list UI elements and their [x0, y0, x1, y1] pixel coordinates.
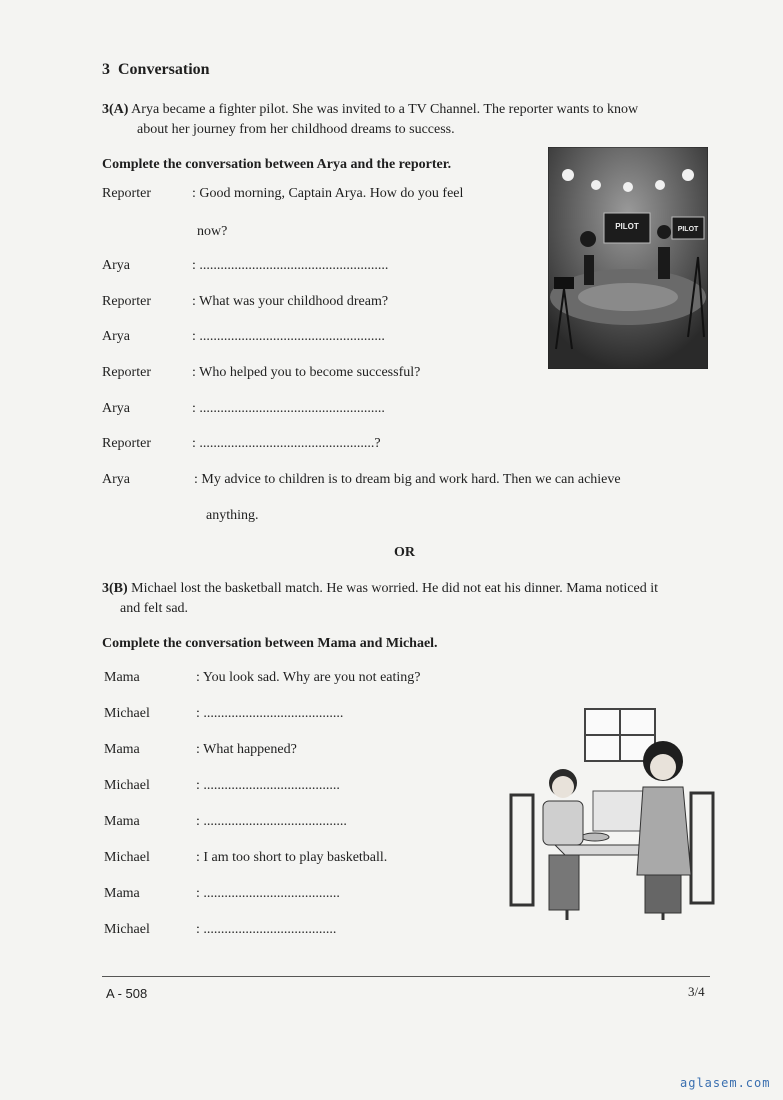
dialogue-speaker: Michael: [104, 706, 150, 721]
dialogue-line: : Who helped you to become successful?: [192, 365, 421, 380]
dialogue-speaker: Reporter: [102, 294, 151, 309]
or-separator: OR: [394, 545, 415, 560]
answer-blank[interactable]: : ..................................................?: [192, 436, 381, 451]
watermark[interactable]: aglasem.com: [680, 1076, 771, 1090]
part-a-instruction: Complete the conversation between Arya and the reporter.: [102, 157, 452, 172]
dialogue-line: : You look sad. Why are you not eating?: [196, 670, 421, 685]
answer-blank[interactable]: : ........................................: [196, 706, 344, 721]
dialogue-line: : I am too short to play basketball.: [196, 850, 388, 865]
dialogue-speaker: Reporter: [102, 436, 151, 451]
tv-studio-photo: [548, 147, 708, 369]
dialogue-speaker: Arya: [102, 472, 130, 487]
mama-michael-illustration: [505, 705, 720, 925]
dialogue-speaker: Arya: [102, 329, 130, 344]
dialogue-speaker: Arya: [102, 401, 130, 416]
dialogue-speaker: Michael: [104, 778, 150, 793]
dialogue-speaker: Mama: [104, 886, 140, 901]
dialogue-speaker: Arya: [102, 258, 130, 273]
answer-blank[interactable]: : .......................................: [196, 886, 340, 901]
dialogue-speaker: Reporter: [102, 365, 151, 380]
dialogue-speaker: Michael: [104, 850, 150, 865]
page-number: 3/4: [688, 984, 705, 999]
footer-rule: [102, 976, 710, 977]
dialogue-line-continued: anything.: [206, 508, 259, 523]
studio-light: [591, 180, 601, 190]
part-b-intro: [102, 579, 722, 619]
studio-light: [562, 169, 574, 181]
part-a-intro-line1: Arya became a fighter pilot. She was invited to a TV Channel. The reporter wants to know: [131, 102, 639, 117]
answer-blank[interactable]: : .....................................................: [192, 329, 385, 344]
dialogue-speaker: Mama: [104, 742, 140, 757]
michael-body: [543, 801, 583, 845]
part-b-intro-line1: Michael lost the basketball match. He was worried. He did not eat his dinner. Mama noticed it: [131, 581, 658, 596]
answer-blank[interactable]: : .......................................: [196, 778, 340, 793]
part-a-label: 3(A): [102, 102, 129, 117]
reporter-figure: [657, 225, 671, 279]
dialogue-speaker: Mama: [104, 670, 140, 685]
dialogue-speaker: Mama: [104, 814, 140, 829]
answer-blank[interactable]: : .........................................: [196, 814, 347, 829]
dialogue-speaker: Michael: [104, 922, 150, 937]
mama-legs: [645, 875, 681, 913]
dialogue-speaker: Reporter: [102, 186, 151, 201]
mama-body: [637, 787, 691, 875]
studio-background: [548, 147, 708, 369]
chair-left: [511, 795, 533, 905]
dialogue-line: now?: [197, 224, 228, 239]
studio-sign: PILOT: [615, 222, 639, 231]
chair-right: [691, 793, 713, 903]
studio-light: [623, 182, 633, 192]
section-title: [102, 61, 210, 79]
paper-code: A - 508: [106, 986, 148, 1001]
part-b-dialogue: [104, 670, 484, 950]
michael-legs: [549, 855, 579, 910]
studio-light: [682, 169, 694, 181]
part-a-intro: [102, 100, 712, 140]
answer-blank[interactable]: : ......................................: [196, 922, 337, 937]
studio-sign: PILOT: [677, 226, 699, 233]
dialogue-line: : My advice to children is to dream big and work hard. Then we can achieve: [194, 472, 621, 487]
dialogue-line: : Good morning, Captain Arya. How do you feel: [192, 186, 464, 201]
answer-blank[interactable]: : ......................................................: [192, 258, 389, 273]
section-number: 3: [102, 61, 110, 78]
dialogue-line: : What was your childhood dream?: [192, 294, 389, 309]
plate: [581, 833, 609, 841]
part-a-dialogue: [102, 186, 621, 496]
section-title-text: Conversation: [118, 61, 210, 78]
part-b-instruction: Complete the conversation between Mama and Michael.: [102, 636, 438, 651]
part-b-label: 3(B): [102, 581, 128, 596]
dialogue-line: : What happened?: [196, 742, 297, 757]
answer-blank[interactable]: : .....................................................: [192, 401, 385, 416]
part-b-intro-line2: and felt sad.: [120, 601, 189, 616]
camera-icon: [554, 277, 574, 289]
part-a-intro-line2: about her journey from her childhood dreams to success.: [137, 122, 455, 137]
studio-light: [655, 180, 665, 190]
